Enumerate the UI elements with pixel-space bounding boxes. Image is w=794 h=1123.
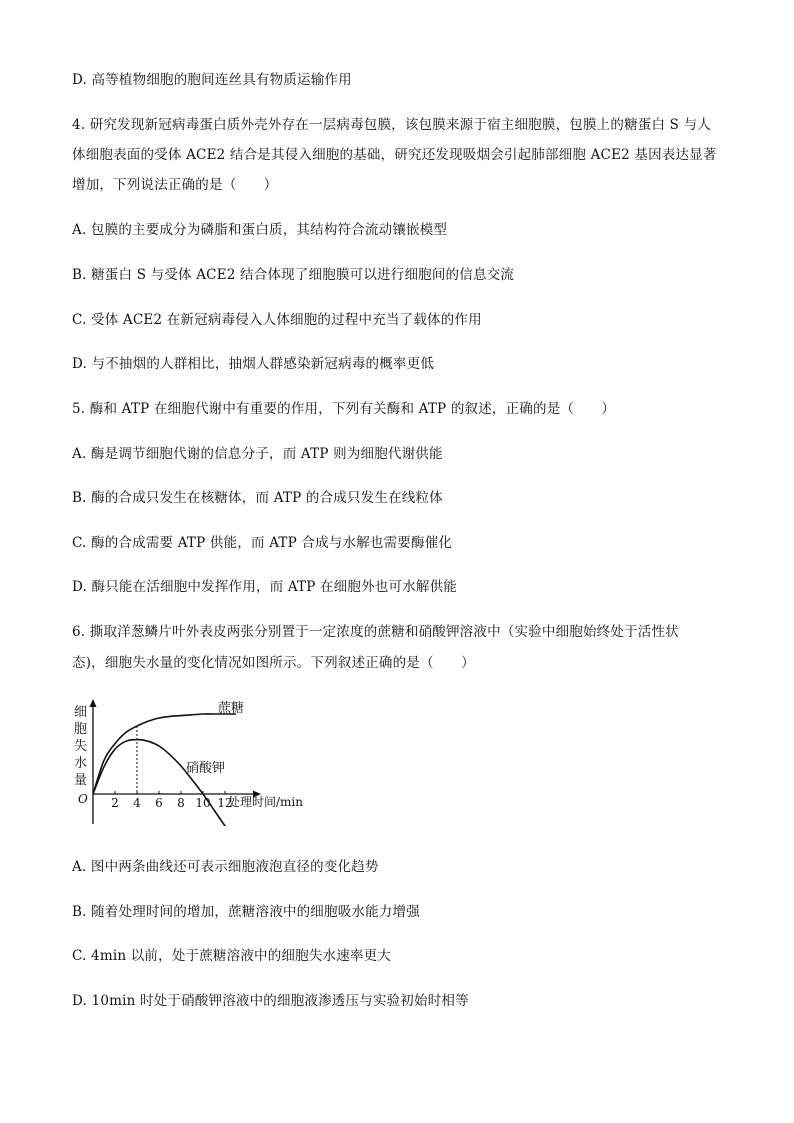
line-17: B. 随着处理时间的增加，蔗糖溶液中的细胞吸水能力增强 — [72, 904, 420, 920]
line-8: D. 与不抽烟的人群相比，抽烟人群感染新冠病毒的概率更低 — [72, 356, 435, 372]
origin-label: O — [78, 792, 88, 806]
y-axis-arrow — [90, 699, 97, 707]
line-7: C. 受体 ACE2 在新冠病毒侵入人体细胞的过程中充当了载体的作用 — [72, 312, 482, 328]
x-tick-label: 12 — [217, 796, 233, 810]
x-tick-label: 2 — [111, 796, 119, 810]
line-19: D. 10min 时处于硝酸钾溶液中的细胞液渗透压与实验初始时相等 — [72, 993, 469, 1009]
y-axis-label-2: 胞 — [74, 722, 88, 737]
line-13: D. 酶只能在活细胞中发挥作用，而 ATP 在细胞外也可水解供能 — [72, 579, 458, 595]
x-axis-label: 处理时间/min — [228, 795, 303, 809]
line-9: 5. 酶和 ATP 在细胞代谢中有重要的作用，下列有关酶和 ATP 的叙述，正确的是（ ） — [72, 401, 616, 417]
x-tick-label: 8 — [177, 796, 185, 810]
water-loss-chart — [68, 696, 338, 826]
line-14: 6. 撕取洋葱鳞片叶外表皮两张分别置于一定浓度的蔗糖和硝酸钾溶液中（实验中细胞始终处于活性状 — [72, 624, 679, 640]
line-12: C. 酶的合成需要 ATP 供能，而 ATP 合成与水解也需要酶催化 — [72, 535, 453, 551]
chart-svg — [68, 696, 338, 826]
series-label-2: 硝酸钾 — [186, 761, 226, 776]
line-10: A. 酶是调节细胞代谢的信息分子，而 ATP 则为细胞代谢供能 — [72, 446, 443, 462]
line-5: A. 包膜的主要成分为磷脂和蛋白质，其结构符合流动镶嵌模型 — [72, 222, 448, 238]
line-1: D. 高等植物细胞的胞间连丝具有物质运输作用 — [72, 72, 352, 88]
line-6: B. 糖蛋白 S 与受体 ACE2 结合体现了细胞膜可以进行细胞间的信息交流 — [72, 267, 515, 283]
x-tick-label: 6 — [155, 796, 163, 810]
y-axis-label-4: 水 — [74, 756, 88, 771]
series-line-1 — [93, 714, 236, 794]
line-3: 体细胞表面的受体 ACE2 结合是其侵入细胞的基础，研究还发现吸烟会引起肺部细胞 ACE2 基因表达显著 — [72, 147, 717, 163]
line-11: B. 酶的合成只发生在核糖体，而 ATP 的合成只发生在线粒体 — [72, 490, 443, 506]
y-axis-label-3: 失 — [74, 739, 88, 754]
x-tick-label: 4 — [133, 796, 141, 810]
line-18: C. 4min 以前，处于蔗糖溶液中的细胞失水速率更大 — [72, 948, 392, 964]
y-axis-label-5: 量 — [74, 773, 88, 788]
series-label-1: 蔗糖 — [218, 701, 245, 716]
x-tick-label: 10 — [195, 796, 211, 810]
line-15: 态)，细胞失水量的变化情况如图所示。下列叙述正确的是（ ） — [72, 655, 475, 671]
line-16: A. 图中两条曲线还可表示细胞液泡直径的变化趋势 — [72, 859, 379, 875]
y-axis-label-1: 细 — [74, 705, 88, 720]
line-4: 增加，下列说法正确的是（ ） — [72, 177, 278, 193]
series-line-2 — [93, 740, 236, 826]
line-2: 4. 研究发现新冠病毒蛋白质外壳外存在一层病毒包膜，该包膜来源于宿主细胞膜，包膜上的糖蛋白 S 与人 — [72, 117, 712, 133]
